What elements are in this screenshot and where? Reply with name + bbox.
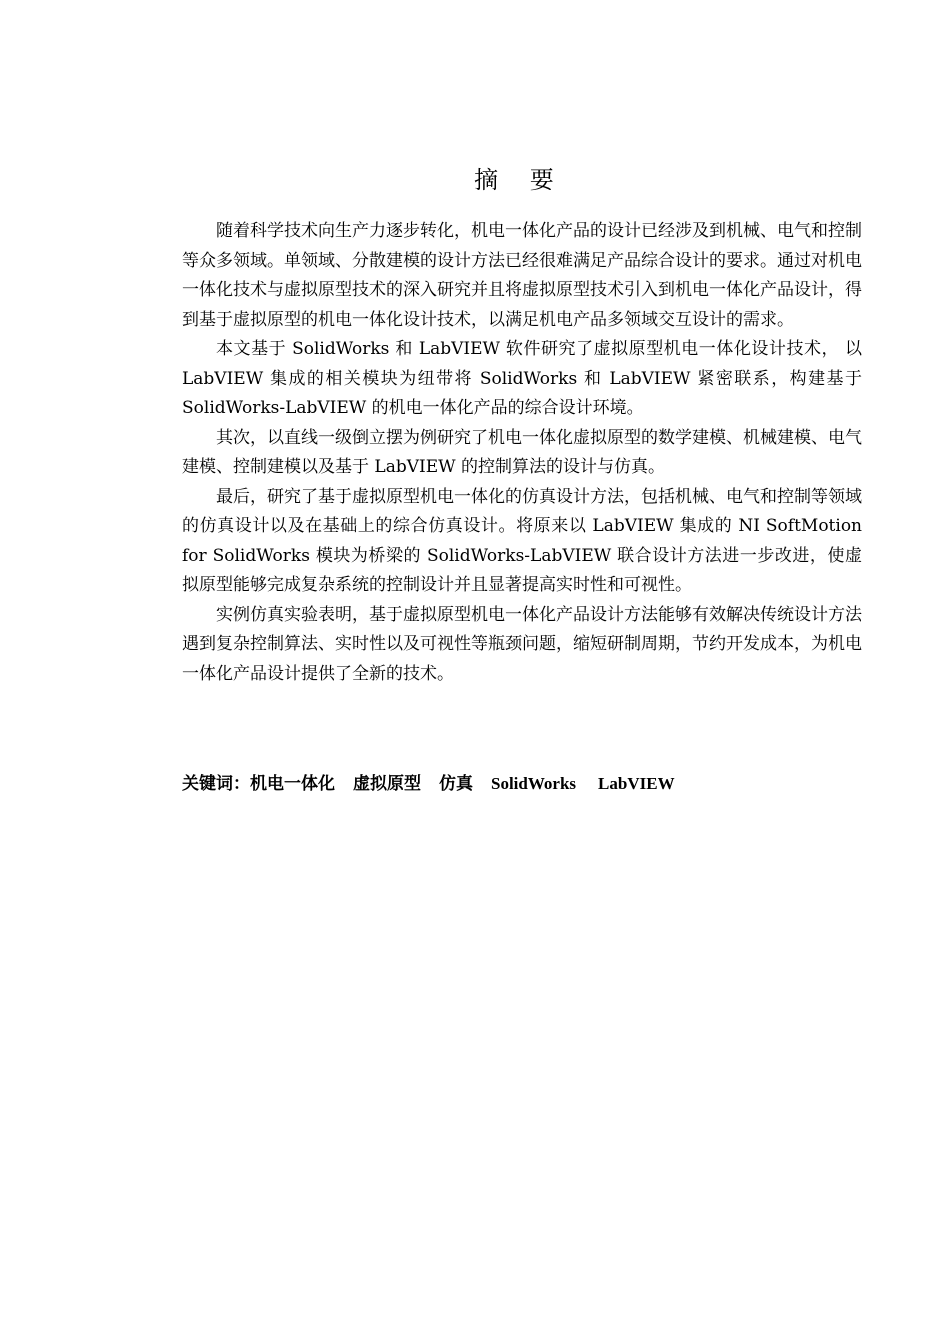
keyword: 虚拟原型 (353, 774, 421, 794)
abstract-body (182, 217, 862, 689)
abstract-paragraph: 本文基于 SolidWorks 和 LabVIEW 软件研究了虚拟原型机电一体化设计技术， 以 LabVIEW 集成的相关模块为纽带将 SolidWorks 和 LabVIEW 紧密联系，构建基于 SolidWorks-LabVIEW 的机电一体化产品的综合设计环境。 (182, 339, 862, 418)
keyword: 机电一体化 (250, 774, 335, 794)
keywords-line (182, 769, 862, 799)
keyword: SolidWorks (491, 774, 577, 793)
abstract-paragraph: 最后，研究了基于虚拟原型机电一体化的仿真设计方法，包括机械、电气和控制等领域的仿真设计以及在基础上的综合仿真设计。将原来以 LabVIEW 集成的 NI SoftMotion for SolidWorks 模块为桥梁的 SolidWorks-LabVIEW 联合设计方法进一步改进，使虚拟原型能够完成复杂系统的控制设计并且显著提高实时性和可视性。 (182, 486, 862, 595)
abstract-paragraph: 随着科学技术向生产力逐步转化，机电一体化产品的设计已经涉及到机械、电气和控制等众多领域。单领域、分散建模的设计方法已经很难满足产品综合设计的要求。通过对机电一体化技术与虚拟原型技术的深入研究并且将虚拟原型技术引入到机电一体化产品设计，得到基于虚拟原型的机电一体化设计技术，以满足机电产品多领域交互设计的需求。 (182, 221, 862, 330)
abstract-title: 摘 要 (474, 166, 566, 194)
abstract-paragraph: 其次，以直线一级倒立摆为例研究了机电一体化虚拟原型的数学建模、机械建模、电气建模、控制建模以及基于 LabVIEW 的控制算法的设计与仿真。 (182, 427, 862, 477)
keywords-label: 关键词： (182, 774, 250, 794)
keyword: 仿真 (439, 774, 473, 794)
abstract-paragraph: 实例仿真实验表明，基于虚拟原型机电一体化产品设计方法能够有效解决传统设计方法遇到复杂控制算法、实时性以及可视性等瓶颈问题，缩短研制周期，节约开发成本，为机电一体化产品设计提供了全新的技术。 (182, 604, 862, 684)
keyword: LabVIEW (598, 774, 675, 793)
